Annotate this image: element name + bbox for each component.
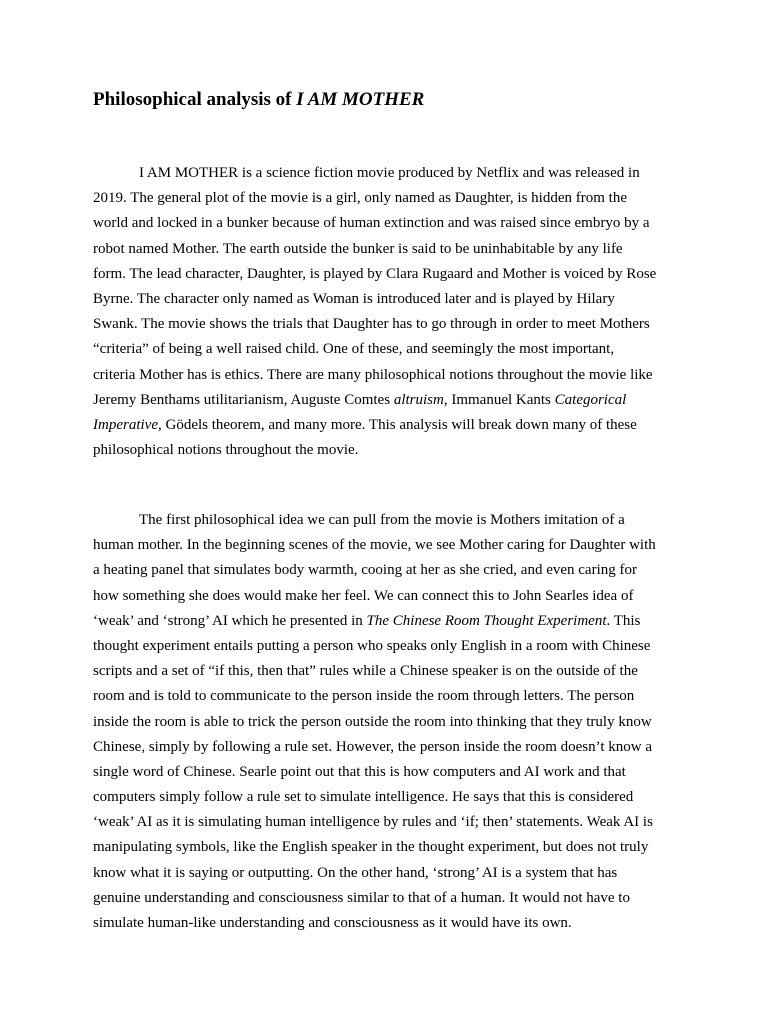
text-run: Jeremy Benthams utilitarianism, Auguste Comtes [93,391,394,408]
text-run: philosophical notions throughout the movie. [93,442,359,459]
paragraph-intro [93,161,693,463]
text-run: ‘weak’ AI as it is simulating human intelligence by rules and ‘if; then’ statements. Weak AI is [93,814,653,831]
text-line [93,584,693,609]
text-line [93,835,693,860]
text-line [93,710,693,735]
text-run: scripts and a set of “if this, then that” rules while a Chinese speaker is on the outside of the [93,663,638,680]
italic-run: Categorical [554,391,627,408]
text-line [93,363,693,388]
text-run: computers simply follow a rule set to simulate intelligence. He says that this is considered [93,789,634,806]
text-line [93,287,693,312]
text-line [93,861,693,886]
text-line [93,388,693,413]
text-line [93,609,693,634]
text-line [93,533,693,558]
text-line [93,634,693,659]
text-run: manipulating symbols, like the English speaker in the thought experiment, but does not truly [93,839,649,856]
text-line [93,810,693,835]
text-run: . This [606,612,641,629]
text-line [93,312,693,337]
text-run: how something she does would make her feel. We can connect this to John Searles idea of [93,587,634,604]
text-line [93,684,693,709]
text-run: know what it is saying or outputting. On the other hand, ‘strong’ AI is a system that has [93,864,618,881]
text-run: , Immanuel Kants [443,391,555,408]
text-run: a heating panel that simulates body warmth, cooing at her as she cried, and even caring for [93,562,637,579]
text-line [93,262,693,287]
text-line [93,186,693,211]
text-line [93,785,693,810]
text-run: room and is told to communicate to the person inside the room through letters. The person [93,688,635,705]
text-line [93,211,693,236]
italic-run: The Chinese Room Thought Experiment [366,612,607,629]
text-line [93,413,693,438]
italic-run: Imperative [93,416,158,433]
italic-run: altruism [393,391,444,408]
text-run: The first philosophical idea we can pull from the movie is Mothers imitation of a [139,512,625,528]
text-line [93,760,693,785]
title-movie-name: I AM MOTHER [296,89,425,110]
text-line [93,659,693,684]
text-run: Byrne. The character only named as Woman is introduced later and is played by Hilary [93,290,615,307]
text-run: “criteria” of being a well raised child. One of these, and seemingly the most important, [93,341,615,358]
text-line [93,911,693,936]
text-run: thought experiment entails putting a person who speaks only English in a room with Chinese [93,637,651,654]
text-run: 2019. The general plot of the movie is a girl, only named as Daughter, is hidden from the [93,190,627,207]
text-run: Swank. The movie shows the trials that Daughter has to go through in order to meet Mothers [93,316,650,333]
paragraph-chinese-room [93,508,693,936]
text-line [93,558,693,583]
text-run: human mother. In the beginning scenes of the movie, we see Mother caring for Daughter with [93,537,656,554]
text-line [93,337,693,362]
text-run: ‘weak’ and ‘strong’ AI which he presented in [93,612,367,629]
text-run: , Gödels theorem, and many more. This analysis will break down many of these [157,416,637,433]
text-run: criteria Mother has is ethics. There are many philosophical notions throughout the movie like [93,366,653,383]
text-run: Chinese, simply by following a rule set. However, the person inside the room doesn’t know a [93,738,653,755]
text-line [93,161,693,186]
text-line [93,886,693,911]
document-title [93,88,424,112]
text-run: I AM MOTHER is a science fiction movie produced by Netflix and was released in [139,165,640,181]
text-line [93,735,693,760]
text-run: world and locked in a bunker because of human extinction and was raised since embryo by a [93,215,650,232]
title-text: Philosophical analysis of [93,89,297,110]
text-run: single word of Chinese. Searle point out that this is how computers and AI work and that [93,763,626,780]
text-run: robot named Mother. The earth outside the bunker is said to be uninhabitable by any life [93,240,623,257]
text-line [93,438,693,463]
text-run: genuine understanding and consciousness similar to that of a human. It would not have to [93,889,630,906]
text-line [93,237,693,262]
text-line [93,508,693,533]
text-run: form. The lead character, Daughter, is played by Clara Rugaard and Mother is voiced by Rose [93,265,657,282]
text-run: inside the room is able to trick the person outside the room into thinking that they truly know [93,713,652,730]
text-run: simulate human-like understanding and consciousness as it would have its own. [93,915,572,931]
